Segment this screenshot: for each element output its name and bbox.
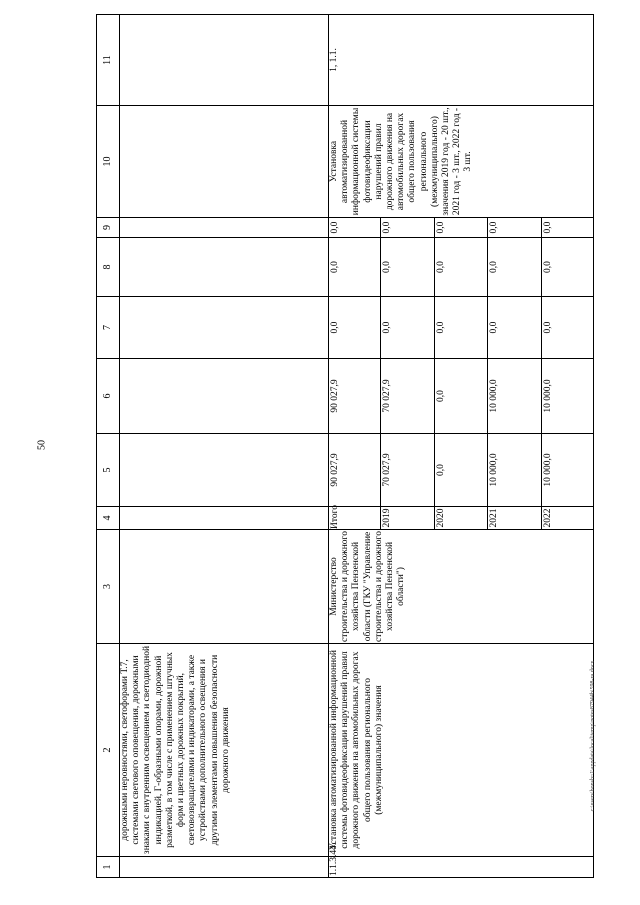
col8-cell: [329, 238, 594, 297]
value: 0,0: [434, 238, 488, 296]
continuation-text: дорожными неровностями, светофорами Т.7, системами светового оповещения, дорожными знаками с внутренним освещением и светодиодной индикацией, Г-образными опорами, дорожной разметкой, в том числе с применением штучных форм и цветных дорожных покрытий, световозвращателями и индикаторами, а также устройствами дополнительного освещения и другими элементами повышения безопасности дорожного движения: [120, 644, 329, 857]
continuation-row: [120, 15, 329, 878]
value: 0,0: [381, 297, 435, 358]
col-header-3: 3: [97, 530, 120, 644]
value: 0,0: [488, 297, 542, 358]
value: 0,0: [488, 238, 542, 296]
value: 0,0: [434, 434, 488, 506]
col7-cell: [329, 297, 594, 359]
value: 0,0: [329, 238, 381, 296]
year-item: 2021: [488, 507, 542, 529]
value: 0,0: [488, 218, 542, 237]
col-header-1: 1: [97, 857, 120, 878]
row-result: Установка автоматизированной информационной системы фотовидеофиксации нарушений правил дорожного движения на автомобильных дорогах общего пользования регионального (межмуниципального) значения 2019 год - 20 шт., 2021 год - 3 шт., 2022 год - 3 шт.: [329, 106, 594, 218]
value: 0,0: [381, 238, 435, 296]
program-table: [96, 14, 594, 878]
value: 70 027,9: [381, 359, 435, 433]
row-indicator: 1, 1.1.: [329, 15, 594, 106]
page-number: 50: [36, 440, 48, 450]
value: 10 000,0: [542, 453, 553, 487]
value: 0,0: [542, 321, 553, 334]
value: 0,0: [434, 359, 488, 433]
value: 0,0: [329, 218, 381, 237]
value: 10 000,0: [542, 379, 553, 413]
file-path-footer: c:\users\bonsh~1\appdata\local\temp\notes87944b\598-ra.docx: [590, 660, 596, 812]
value: 0,0: [434, 297, 488, 358]
value: 90 027,9: [329, 434, 381, 506]
value: 10 000,0: [488, 359, 542, 433]
value: 90 027,9: [329, 359, 381, 433]
col-header-2: 2: [97, 644, 120, 857]
years-cell: [329, 504, 594, 530]
value: 0,0: [542, 261, 553, 273]
years-list: [329, 504, 593, 529]
row-name: Установка автоматизированной информационной системы фотовидеофиксации нарушений правил дорожного движения на автомобильных дорогах общего пользования регионального (межмуниципального) значения: [329, 644, 594, 857]
header-row: [97, 15, 120, 878]
col-header-4: 4: [97, 507, 120, 530]
col-header-11: 11: [97, 15, 120, 106]
year-item: 2019: [381, 507, 435, 529]
value: 0,0: [434, 218, 488, 237]
col-header-7: 7: [97, 297, 120, 359]
col-header-10: 10: [97, 106, 120, 218]
col6-cell: [329, 359, 594, 434]
col9-cell: [329, 218, 594, 238]
col5-cell: [329, 434, 594, 507]
value: 10 000,0: [488, 434, 542, 506]
row-executor: Министерство строительства и дорожного хозяйства Пензенской области (ГКУ "Управление строительства и дорожного хозяйства Пензенской области"): [329, 530, 594, 644]
value: 70 027,9: [381, 434, 435, 506]
year-item: 2022: [542, 508, 553, 528]
table-row: [329, 15, 594, 878]
year-item: Итого: [329, 507, 381, 529]
value: 0,0: [381, 218, 435, 237]
col-header-5: 5: [97, 434, 120, 507]
value: 0,0: [329, 297, 381, 358]
row-number: 1.1.3.44.: [329, 857, 594, 878]
col-header-6: 6: [97, 359, 120, 434]
col-header-8: 8: [97, 238, 120, 297]
year-item: 2020: [434, 507, 488, 529]
col-header-9: 9: [97, 218, 120, 238]
rotated-table-page: [96, 15, 594, 878]
value: 0,0: [542, 221, 553, 234]
